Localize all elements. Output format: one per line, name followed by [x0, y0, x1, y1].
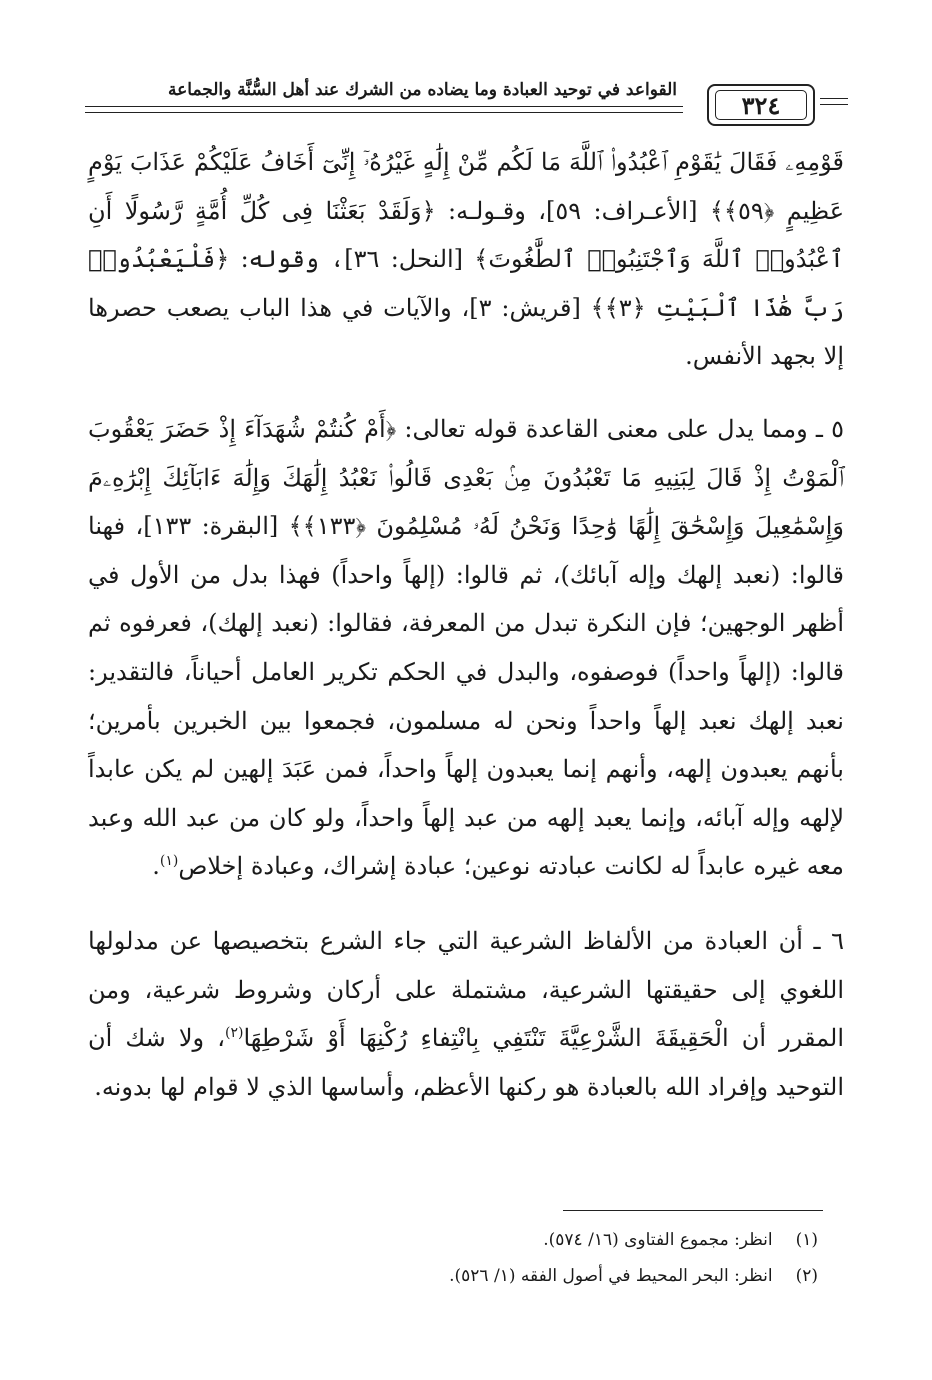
text-line: شَرْطِهَا [243, 1024, 315, 1053]
text-line: شرعية، ومن المقرر أن الْحَقِيقَةَ الشَّرْعِيَّةَ تَنْتَفِي بِانْتِفاءِ رُكْنِهَا أَوْ [88, 975, 844, 1053]
text-line: مدلولها اللغوي إلى حقيقتها الشرعية، مشتملة على أركان وشروط [88, 926, 845, 1004]
running-header [85, 72, 847, 128]
footnote-ref-1[interactable]: (١) [159, 853, 179, 870]
page-number: ٣٢٤ [715, 90, 807, 120]
text-line: ، ولا شك أن التوحيد وإفراد الله بالعبادة هو ركنها الأعظم، [88, 1024, 844, 1101]
page-number-frame [707, 84, 815, 126]
paragraph-6 [88, 917, 844, 1111]
text-line: حَضَرَ يَعْقُوبَ ٱلْمَوْتُ إِذْ قَالَ لِبَنِيهِ مَا تَعْبُدُونَ مِنۢ بَعْدِى قَالُوا۟ نَعْبُدُ إِلَٰهَكَ [88, 414, 844, 492]
text-line: وإله آبائه، وإنما يعبد إلهه من عبد إلهاً واحداً، ولو كان من عبد الله [142, 803, 791, 832]
paragraph-4-continued [88, 138, 844, 381]
header-rule [85, 112, 683, 113]
text-line: أَنِ ٱعْبُدُوا۟ ٱللَّهَ وَٱجْتَنِبُوا۟ ٱلطَّٰغُوتَ﴾ [النحل: ٣٦]، وقوله: ﴿فَلْيَعْبُدُوا۟ رَبَّ [88, 196, 844, 322]
text-line: والبدل في الحكم تكرير العامل أحياناً، فالتقدير: نعبد إلهك نعبد إلهاً [88, 657, 844, 735]
text-line: . [152, 852, 160, 881]
text-line: وعبد معه غيره عابداً له لكانت عبادته نوعين؛ عبادة إشراك، وعبادة [88, 803, 844, 881]
text-line: قَوْمِهِۦ فَقَالَ يَٰقَوْمِ ٱعْبُدُوا۟ ٱللَّهَ مَا لَكُم مِّنْ إِلَٰهٍ غَيْرُهُۥٓ إِنِّىٓ أَخَافُ عَلَيْكُمْ عَذَابَ يَوْمٍ [88, 148, 844, 176]
text-line: هَٰذَا ٱلْبَيْتِ ﴿٣﴾﴾ [قريش: ٣]، والآيات في هذا الباب يصعب حصرها إلا [88, 293, 844, 371]
ornament-line [820, 98, 848, 99]
text-line: ٥ ـ ومما يدل على معنى القاعدة قوله تعالى: ﴿أَمْ كُنتُمْ شُهَدَآءَ إِذْ [218, 414, 844, 443]
text-line: المعرفة، فقالوا: (نعبد إلهك)، فعرفوه ثم قالوا: (إلهاً واحداً) فوصفوه، [88, 609, 844, 686]
footnote-text: انظر: مجموع الفتاوى (١٦/ ٥٧٤). [543, 1230, 773, 1250]
footnote-ref-2[interactable]: (٢) [224, 1025, 244, 1042]
text-line: إلهه، وأنهم إنما يعبدون إلهاً واحداً، فمن عَبَدَ إلهين لم يكن عابداً لإلهه [88, 755, 845, 832]
footnote-number: (٢) [795, 1266, 818, 1286]
footnote-separator [563, 1210, 823, 1211]
footnote-number: (١) [795, 1230, 818, 1250]
text-line: وَإِلَٰهَ ءَابَآئِكَ إِبْرَٰهِۦمَ وَإِسْمَٰعِيلَ وَإِسْحَٰقَ إِلَٰهًا وَٰحِدًا وَنَحْنُ لَهُۥ مُسْلِمُونَ ﴿١٣٣﴾﴾ [88, 463, 845, 541]
main-text [88, 138, 844, 1111]
footnote-2 [88, 1258, 818, 1294]
ornament-line [820, 104, 848, 105]
text-line: واحداً) فهذا بدل من الأول في أظهر الوجهين؛ فإن النكرة تبدل من [88, 560, 844, 638]
header-rule [85, 106, 683, 107]
text-line: إخلاص [178, 852, 244, 881]
text-line: وأساسها الذي لا قوام لها بدونه. [94, 1072, 405, 1101]
paragraph-5 [88, 405, 844, 891]
text-line: عَظِيمٍ ﴿٥٩﴾﴾ [الأعـراف: ٥٩]، وقـولـه: ﴿وَلَقَدْ بَعَثْنَا فِى كُلِّ أُمَّةٍ رَّسُولًا [124, 196, 845, 225]
footnote-1 [88, 1222, 818, 1258]
header-title: القواعد في توحيد العبادة وما يضاده من الشرك عند أهل السُّنَّة والجماعة [168, 80, 677, 100]
text-line: [البقرة: ١٣٣]، فهنا قالوا: (نعبد إلهك وإله آبائك)، ثم قالوا: (إلهاً [88, 512, 844, 589]
text-line: ٦ ـ أن العبادة من الألفاظ الشرعية التي جاء الشرع بتخصيصها عن [169, 926, 844, 955]
text-line: بجهد الأنفس. [685, 342, 816, 371]
footnote-text: انظر: البحر المحيط في أصول الفقه (١/ ٥٢٦). [449, 1266, 773, 1286]
footnotes [88, 1222, 818, 1294]
text-line: واحداً ونحن له مسلمون، فجمعوا بين الخبرين بأمرين؛ بأنهم يعبدون [88, 706, 844, 784]
